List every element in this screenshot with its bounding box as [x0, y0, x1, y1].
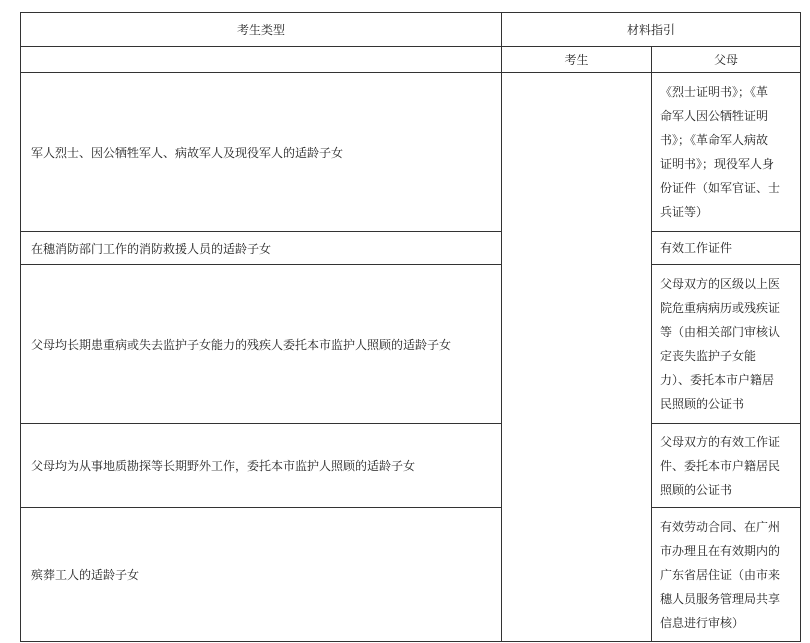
parent-text-line: 证明书》；现役军人身 — [660, 157, 775, 171]
parent-text-line: 书》；《革命军人病故 — [660, 133, 769, 147]
table-row — [21, 508, 801, 642]
student-type: 在穗消防部门工作的消防救援人员的适龄子女 — [21, 232, 502, 265]
header-type: 考生类型 — [21, 13, 502, 47]
materials-table — [20, 12, 801, 642]
parent-text-line: 有效劳动合同、在广州 — [660, 519, 781, 534]
parent-text-line: 照顾的公证书 — [660, 482, 733, 497]
parent-text-line: 等（由相关部门审核认 — [660, 325, 781, 339]
parent-text-line: 定丧失监护子女能 — [660, 349, 757, 363]
parent-text-line: 父母双方的有效工作证 — [660, 434, 781, 449]
parent-text-line: 有效工作证件 — [660, 241, 733, 255]
table-row — [21, 265, 801, 424]
header-row — [21, 13, 801, 47]
parent-materials — [652, 232, 801, 265]
header-guide: 材料指引 — [502, 13, 801, 47]
parent-materials — [652, 73, 801, 232]
parent-text-line: 《烈士证明书》；《革 — [660, 85, 769, 99]
parent-text-line: 兵证等） — [660, 205, 709, 219]
student-type: 殡葬工人的适龄子女 — [21, 508, 502, 642]
parent-text-line: 民照顾的公证书 — [660, 397, 745, 411]
parent-text-line: 市办理且在有效期内的 — [660, 543, 781, 558]
table-row — [21, 73, 801, 232]
parent-text-line: 份证件（如军官证、士 — [660, 181, 781, 195]
student-materials-cell — [502, 73, 652, 642]
parent-text-line: 信息进行审核） — [660, 615, 745, 630]
student-type: 父母均长期患重病或失去监护子女能力的残疾人委托本市监护人照顾的适龄子女 — [21, 265, 502, 424]
student-type: 父母均为从事地质勘探等长期野外工作，委托本市监护人照顾的适龄子女 — [21, 424, 502, 508]
parent-text-line: 广东省居住证（由市来 — [660, 567, 781, 582]
parent-materials — [652, 424, 801, 508]
subheader-empty — [21, 47, 502, 73]
parent-text-line: 院危重病病历或残疾证 — [660, 301, 781, 315]
parent-materials — [652, 265, 801, 424]
parent-text-line: 件、委托本市户籍居民 — [660, 458, 781, 473]
table-row — [21, 232, 801, 265]
header-student: 考生 — [502, 47, 652, 73]
parent-materials — [652, 508, 801, 642]
parent-text-line: 父母双方的区级以上医 — [660, 277, 781, 291]
table-row — [21, 424, 801, 508]
parent-text-line: 力）、委托本市户籍居 — [660, 373, 775, 387]
student-type: 军人烈士、因公牺牲军人、病故军人及现役军人的适龄子女 — [21, 73, 502, 232]
header-parent: 父母 — [652, 47, 801, 73]
parent-text-line: 穗人员服务管理局共享 — [660, 591, 781, 606]
subheader-row — [21, 47, 801, 73]
parent-text-line: 命军人因公牺牲证明 — [660, 109, 769, 123]
